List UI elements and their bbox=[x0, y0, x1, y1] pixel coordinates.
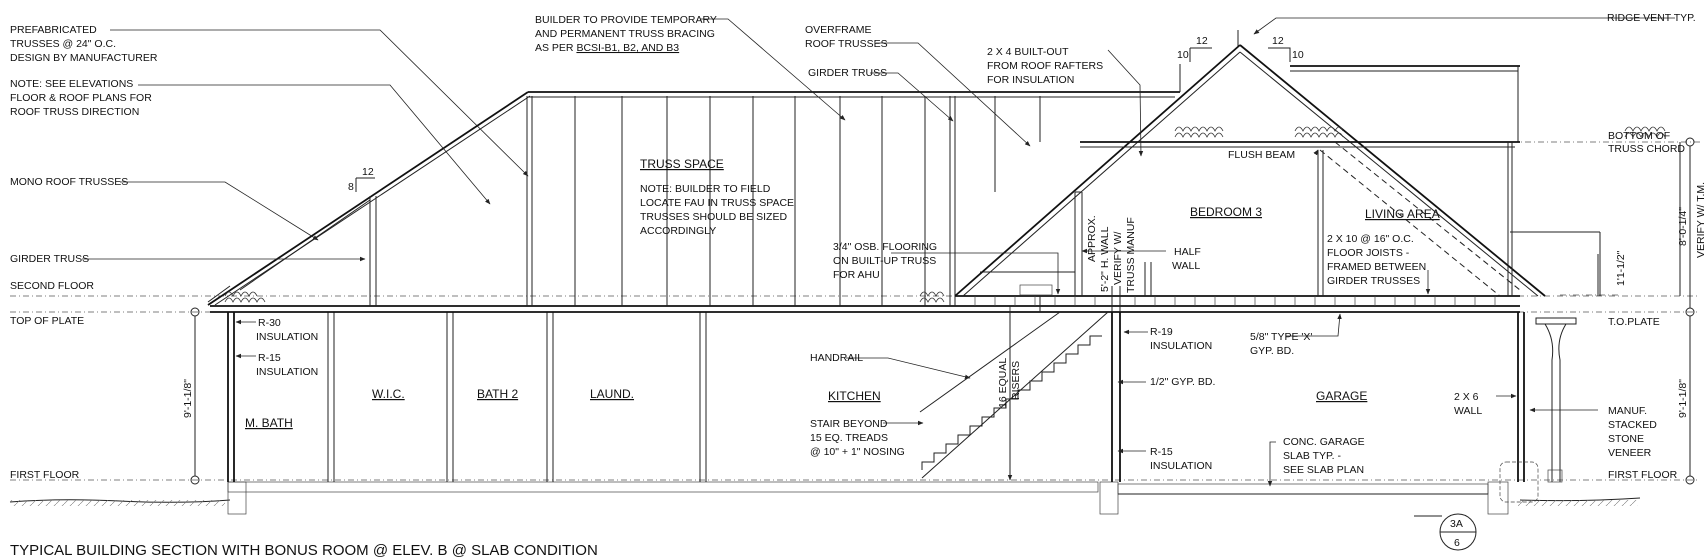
note-wall2x6-1: 2 X 6 bbox=[1454, 391, 1479, 403]
note-r30-1: R-30 bbox=[258, 317, 281, 329]
note-builtout-1: 2 X 4 BUILT-OUT bbox=[987, 46, 1069, 58]
level-first-floor-left: FIRST FLOOR bbox=[10, 469, 80, 481]
note-girder-left: GIRDER TRUSS bbox=[10, 253, 90, 265]
note-prefab-1: PREFABRICATED bbox=[10, 24, 97, 36]
level-bottom-of-truss-1: BOTTOM OF bbox=[1608, 130, 1671, 142]
stair-risers-1: 16 EQUAL bbox=[997, 357, 1009, 408]
note-stone-1: MANUF. bbox=[1608, 405, 1648, 417]
note-girder-top: GIRDER TRUSS bbox=[808, 67, 888, 79]
left-roof bbox=[208, 92, 530, 306]
room-bedroom3: BEDROOM 3 bbox=[1190, 205, 1263, 219]
note-wall2x6-2: WALL bbox=[1454, 405, 1483, 417]
note-builder-2: AND PERMANENT TRUSS BRACING bbox=[535, 28, 715, 40]
detail-tag-number: 3A bbox=[1450, 518, 1463, 530]
note-r15b-2: INSULATION bbox=[1150, 460, 1213, 472]
note-mono: MONO ROOF TRUSSES bbox=[10, 176, 129, 188]
approx-wall-2: 5'-2" H. WALL bbox=[1099, 226, 1111, 292]
first-floor-walls bbox=[228, 312, 1576, 502]
room-m-bath: M. BATH bbox=[245, 416, 293, 430]
dim-upper-height: 8'-0-1/4" bbox=[1677, 206, 1689, 246]
ground-and-slab bbox=[10, 482, 1640, 514]
annotation-notes bbox=[10, 12, 1696, 476]
pitch-left-rise: 8 bbox=[348, 181, 354, 193]
pitch-a-run: 12 bbox=[1196, 35, 1208, 47]
pitch-left-run: 12 bbox=[362, 166, 374, 178]
note-r30-2: INSULATION bbox=[256, 331, 319, 343]
note-fau-3: TRUSSES SHOULD BE SIZED bbox=[640, 211, 788, 223]
pitch-b-run: 12 bbox=[1272, 35, 1284, 47]
approx-wall-1: APPROX. bbox=[1086, 215, 1098, 262]
note-osb-1: 3/4" OSB. FLOORING bbox=[833, 241, 938, 253]
room-labels bbox=[245, 157, 1440, 430]
note-prefab-3: DESIGN BY MANUFACTURER bbox=[10, 52, 158, 64]
room-kitchen: KITCHEN bbox=[828, 389, 881, 403]
approx-wall-4: TRUSS MANUF bbox=[1125, 217, 1137, 293]
level-t-o-plate: T.O.PLATE bbox=[1608, 316, 1660, 328]
note-builder-3a: AS PER bbox=[535, 42, 577, 54]
dim-right-height: 9'-1-1/8" bbox=[1677, 378, 1689, 418]
vertical-dimension-text bbox=[182, 182, 1707, 418]
note-r19-1: R-19 bbox=[1150, 326, 1173, 338]
note-builtout-2: FROM ROOF RAFTERS bbox=[987, 60, 1104, 72]
note-slab-2: SLAB TYP. - bbox=[1283, 450, 1341, 462]
note-fau-4: ACCORDINGLY bbox=[640, 225, 717, 237]
note-half-wall-1: HALF bbox=[1174, 246, 1201, 258]
note-flush-beam: FLUSH BEAM bbox=[1228, 149, 1296, 161]
pitch-a-rise: 10 bbox=[1177, 49, 1189, 61]
note-stone-2: STACKED bbox=[1608, 419, 1657, 431]
note-osb-3: FOR AHU bbox=[833, 269, 880, 281]
detail-tag bbox=[1414, 514, 1476, 550]
level-top-of-plate: TOP OF PLATE bbox=[10, 315, 85, 327]
note-joists-3: FRAMED BETWEEN bbox=[1327, 261, 1427, 273]
note-joists-2: FLOOR JOISTS - bbox=[1327, 247, 1410, 259]
note-slab-3: SEE SLAB PLAN bbox=[1283, 464, 1365, 476]
note-ridge-vent: RIDGE VENT TYP. bbox=[1607, 12, 1696, 24]
room-bath2: BATH 2 bbox=[477, 387, 519, 401]
room-garage: GARAGE bbox=[1316, 389, 1368, 403]
note-r19-2: INSULATION bbox=[1150, 340, 1213, 352]
note-r15-1: R-15 bbox=[258, 352, 281, 364]
note-r15b-1: R-15 bbox=[1150, 446, 1173, 458]
room-living-area: LIVING AREA bbox=[1365, 207, 1440, 221]
note-builder-1: BUILDER TO PROVIDE TEMPORARY bbox=[535, 14, 717, 26]
dim-verify: VERIFY W/ T.M. bbox=[1695, 181, 1707, 258]
note-joists-4: GIRDER TRUSSES bbox=[1327, 275, 1421, 287]
level-second-floor: SECOND FLOOR bbox=[10, 280, 95, 292]
level-bottom-of-truss-2: TRUSS CHORD bbox=[1608, 143, 1686, 155]
note-osb-2: ON BUILT-UP TRUSS bbox=[833, 255, 937, 267]
note-see-elev-3: ROOF TRUSS DIRECTION bbox=[10, 106, 140, 118]
note-stair-1: STAIR BEYOND bbox=[810, 418, 888, 430]
stair-risers-2: RISERS bbox=[1010, 360, 1022, 400]
dim-left-height: 9'-1-1/8" bbox=[182, 378, 194, 418]
note-builder-3 bbox=[535, 42, 679, 54]
room-laund: LAUND. bbox=[590, 387, 635, 401]
pitch-b-rise: 10 bbox=[1292, 49, 1304, 61]
detail-tag-sheet: 6 bbox=[1454, 537, 1460, 549]
note-gyp-half: 1/2" GYP. BD. bbox=[1150, 376, 1216, 388]
note-typex-2: GYP. BD. bbox=[1250, 345, 1295, 357]
note-builder-3b: BCSI-B1, B2, AND B3 bbox=[576, 42, 680, 54]
note-stair-2: 15 EQ. TREADS bbox=[810, 432, 889, 444]
note-handrail: HANDRAIL bbox=[810, 352, 864, 364]
note-fau-2: LOCATE FAU IN TRUSS SPACE bbox=[640, 197, 795, 209]
note-fau-1: NOTE: BUILDER TO FIELD bbox=[640, 183, 771, 195]
note-overframe-1: OVERFRAME bbox=[805, 24, 872, 36]
note-joists-1: 2 X 10 @ 16" O.C. bbox=[1327, 233, 1414, 245]
note-r15-2: INSULATION bbox=[256, 366, 319, 378]
note-half-wall-2: WALL bbox=[1172, 260, 1201, 272]
dim-small-height: 1'1-1/2" bbox=[1615, 250, 1627, 286]
note-stone-4: VENEER bbox=[1608, 447, 1652, 459]
note-see-elev-2: FLOOR & ROOF PLANS FOR bbox=[10, 92, 152, 104]
note-prefab-2: TRUSSES @ 24" O.C. bbox=[10, 38, 116, 50]
note-stair-3: @ 10" + 1" NOSING bbox=[810, 446, 905, 458]
approx-wall-3: VERIFY W/ bbox=[1112, 231, 1124, 285]
note-see-elev-1: NOTE: SEE ELEVATIONS bbox=[10, 78, 134, 90]
room-truss-space: TRUSS SPACE bbox=[640, 157, 724, 171]
level-first-floor-right: FIRST FLOOR bbox=[1608, 469, 1678, 481]
note-builtout-3: FOR INSULATION bbox=[987, 74, 1075, 86]
drawing-title: TYPICAL BUILDING SECTION WITH BONUS ROOM @ ELEV. B @ SLAB CONDITION bbox=[10, 542, 598, 559]
room-wic: W.I.C. bbox=[372, 387, 405, 401]
note-stone-3: STONE bbox=[1608, 433, 1644, 445]
note-slab-1: CONC. GARAGE bbox=[1283, 436, 1365, 448]
note-typex-1: 5/8" TYPE 'X' bbox=[1250, 331, 1313, 343]
note-overframe-2: ROOF TRUSSES bbox=[805, 38, 888, 50]
